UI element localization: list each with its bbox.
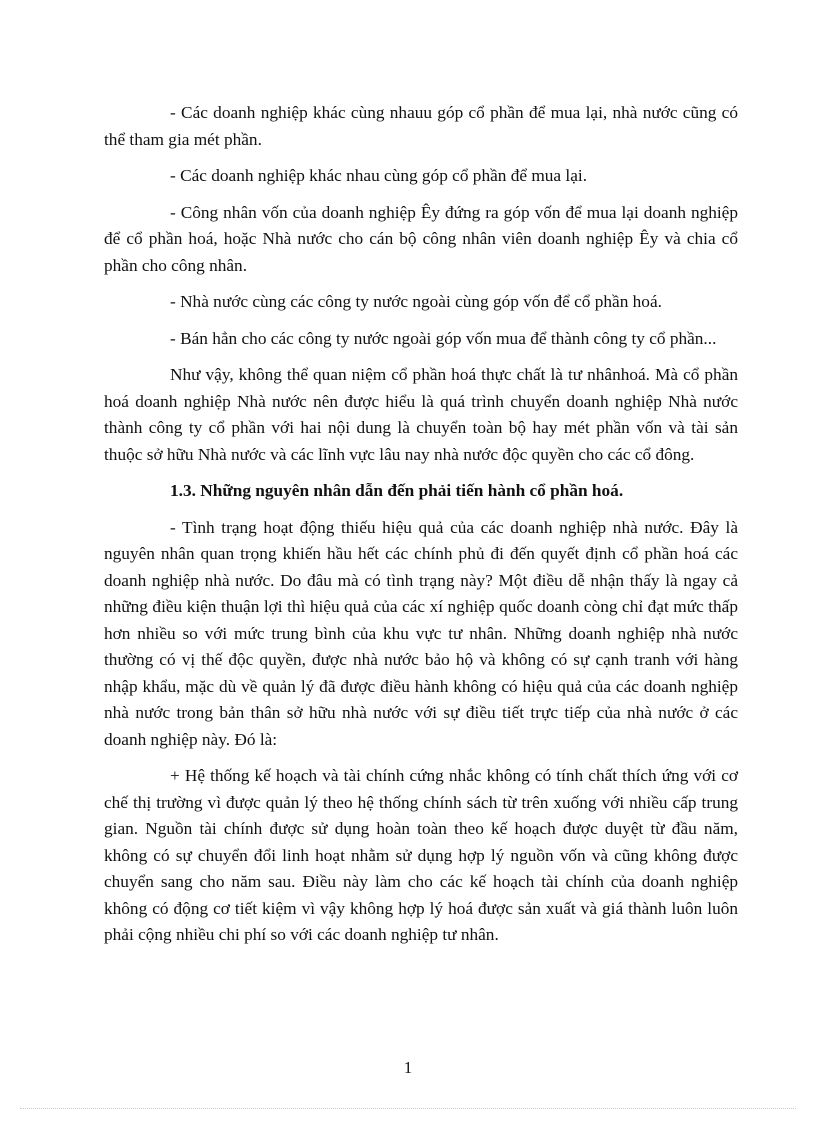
page-bottom-divider [20,1108,796,1109]
paragraph-1: - Các doanh nghiệp khác cùng nhauu góp cổ phần để mua lại, nhà nước cũng có thể tham gia mét phần. [104,103,738,149]
paragraph-2: - Các doanh nghiệp khác nhau cùng góp cổ phần để mua lại. [170,166,588,185]
page-number: 1 [403,1058,413,1077]
paragraph-5: - Bán hẳn cho các công ty nước ngoài góp vốn mua để thành công ty cổ phần... [170,328,717,348]
paragraph-8: + Hệ thống kế hoạch và tài chính cứng nhắc không có tính chất thích ứng với cơ chế thị trường vì được quản lý theo hệ thống chính sách từ trên xuống với nhiều cấp trung gian. Nguồn tài chính được sử dụng hoàn toàn theo kế hoạch được duyệt từ đầu năm, không có sự chuyển đổi linh hoạt nhằm sử dụng hợp lý nguồn vốn và cũng không được chuyển sang cho năm sau. Điều này làm cho các kế hoạch tài chính của doanh nghiệp không có động cơ tiết kiệm vì vậy không hợp lý hoá được sản xuất và giá thành luôn luôn phải cộng nhiều chi phí so với các doanh nghiệp tư nhân. [104,766,738,944]
section-heading: 1.3. Những nguyên nhân dẫn đến phải tiến hành cổ phần hoá. [170,481,624,500]
paragraph-4: - Nhà nước cùng các công ty nước ngoài cùng góp vốn để cổ phần hoá. [170,292,662,311]
paragraph-3: - Công nhân vốn của doanh nghiệp Êy đứng ra góp vốn để mua lại doanh nghiệp để cổ phần hoá, hoặc Nhà nước cho cán bộ công nhân viên doanh nghiệp Êy và chia cổ phần cho công nhân. [104,202,738,275]
paragraph-7: - Tình trạng hoạt động thiếu hiệu quả của các doanh nghiệp nhà nước. Đây là nguyên nhân quan trọng khiến hầu hết các chính phủ đi đến quyết định cổ phần hoá các doanh nghiệp nhà nước. Do đâu mà có tình trạng này? Một điều dễ nhận thấy là ngay cả những điều kiện thuận lợi thì hiệu quả của các xí nghiệp quốc doanh còng chỉ đạt mức thấp hơn nhiều so với mức trung bình của khu vực tư nhân. Những doanh nghiệp nhà nước thường có vị thế độc quyền, được nhà nước bảo hộ và không có sự cạnh tranh với hàng nhập khẩu, mặc dù về quản lý đã được điều hành không có hiệu quả của các doanh nghiệp nhà nước trong bản thân sở hữu nhà nước với sự điều tiết trực tiếp của nhà nước ở các doanh nghiệp này. Đó là: [104,517,738,749]
body-text [104,100,738,959]
paragraph-6: Như vậy, không thể quan niệm cổ phần hoá thực chất là tư nhânhoá. Mà cổ phần hoá doanh nghiệp Nhà nước nên được hiểu là quá trình chuyển doanh nghiệp Nhà nước thành công ty cổ phần với hai nội dung là chuyển toàn bộ hay mét phần vốn và tài sản thuộc sở hữu Nhà nước và các lĩnh vực lâu nay nhà nước độc quyền cho các cổ đông. [104,365,738,464]
